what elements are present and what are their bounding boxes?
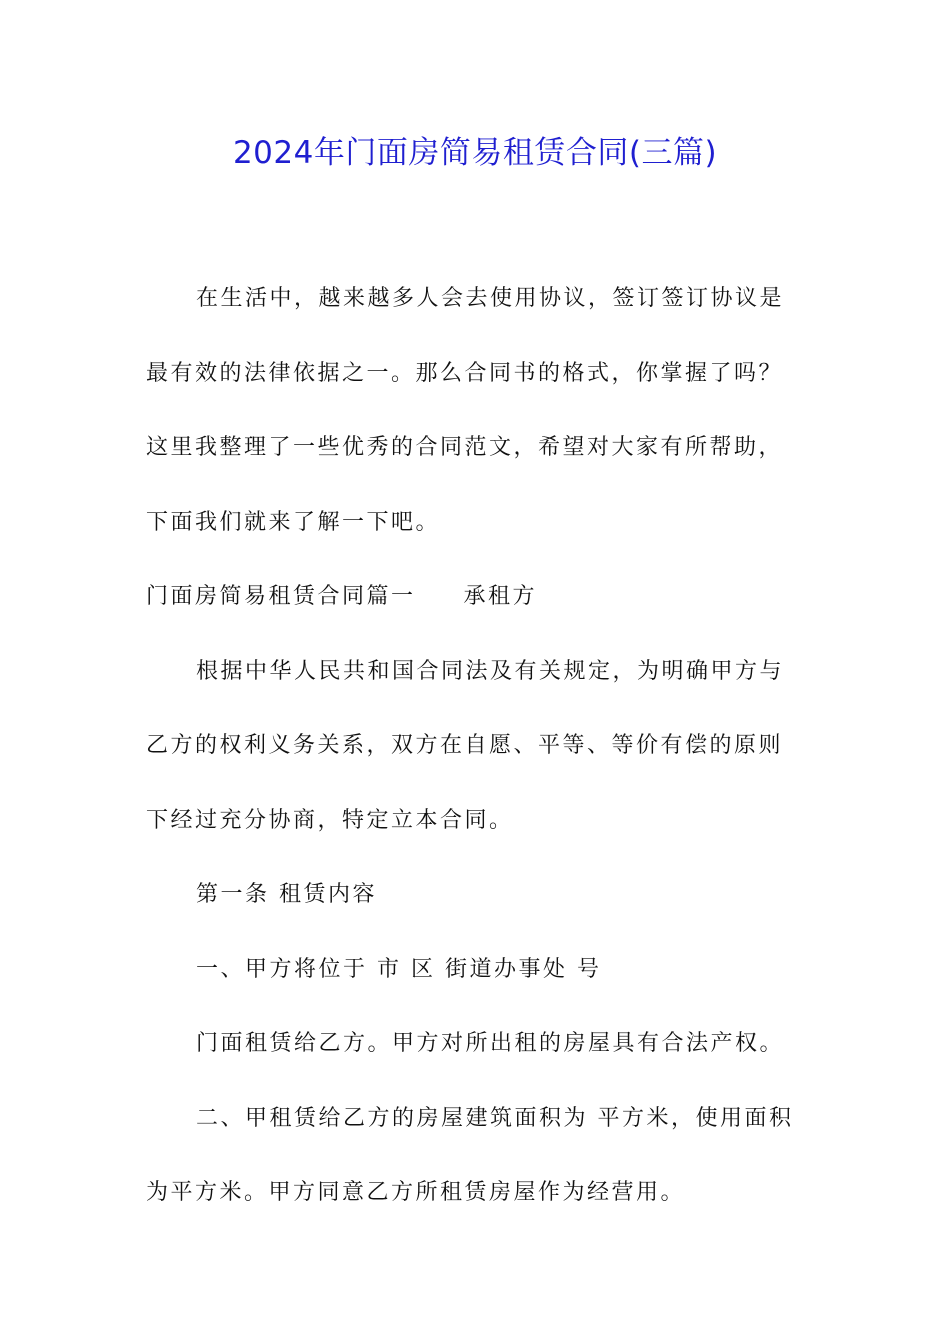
document-body [146,262,806,1231]
intro-paragraph: 在生活中，越来越多人会去使用协议，签订签订协议是最有效的法律依据之一。那么合同书的格式，你掌握了吗？这里我整理了一些优秀的合同范文，希望对大家有所帮助，下面我们就来了解一下吧。 [146,286,785,535]
document-title: 2024年门面房简易租赁合同(三篇) [232,135,718,171]
article-1-item-1: 一、甲方将位于 市 区 街道办事处 号 [196,956,602,982]
section-heading-line [146,560,806,635]
section-heading: 门面房简易租赁合同篇一 [146,584,416,609]
paragraph-1: 根据中华人民共和国合同法及有关规定，为明确甲方与乙方的权利义务关系，双方在自愿、平等、等价有偿的原则下经过充分协商，特定立本合同。 [146,658,785,833]
article-1-item-1-continued: 门面租赁给乙方。甲方对所出租的房屋具有合法产权。 [196,1031,785,1056]
article-1-title: 第一条 租赁内容 [196,882,377,907]
section-party: 承租方 [463,584,538,609]
article-1-item-2: 二、甲租赁给乙方的房屋建筑面积为 平方米，使用面积为平方米。甲方同意乙方所租赁房屋作为经营用。 [146,1105,794,1205]
